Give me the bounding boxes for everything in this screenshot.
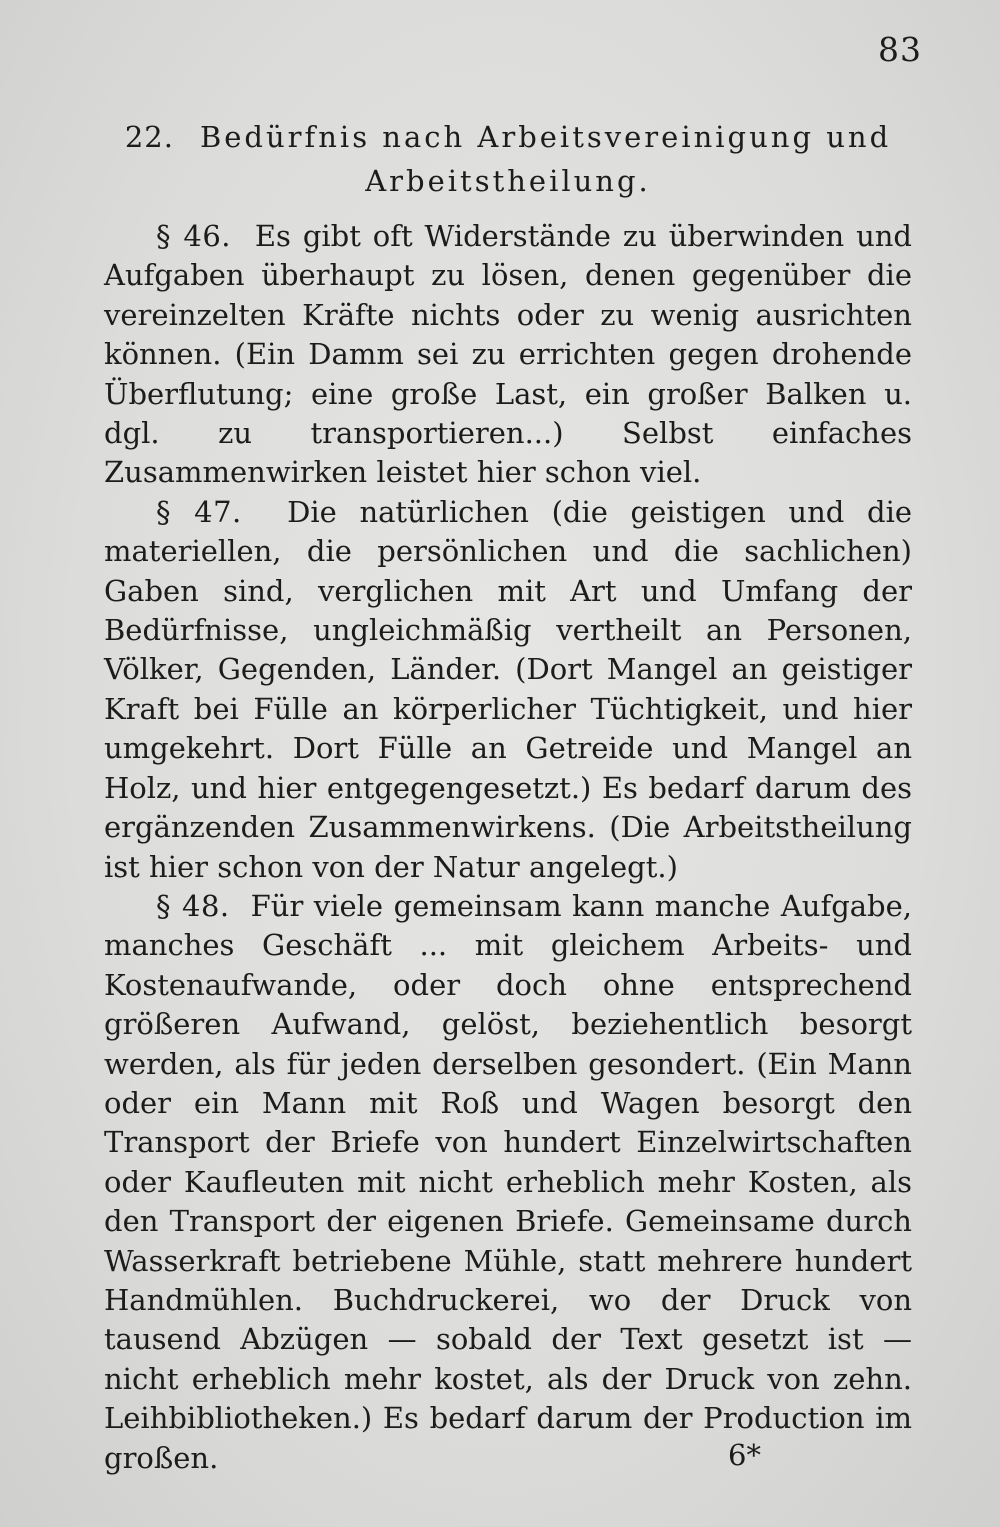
chapter-title-line-2: Arbeitstheilung.	[365, 164, 651, 198]
chapter-number: 22.	[124, 120, 174, 154]
paragraph-text: Die natürlichen (die geistigen und die materiellen, die persönlichen und die sachlichen) Gaben sind, verglichen mit Art und Umfang der Bedürfnisse, ungleichmäßig vertheilt an Personen, Völker, Gegenden, Länder. (Dort Mangel an geistiger Kraft bei Fülle an körperlicher Tüchtigkeit, und hier umgekehrt. Dort Fülle an Getreide und Mangel an Holz, und hier entgegengesetzt.) Es bedarf darum des ergänzenden Zusammenwirkens. (Die Arbeitstheilung ist hier schon von der Natur angelegt.)	[104, 494, 913, 884]
page-content	[104, 115, 912, 1478]
section-number: § 46.	[156, 219, 232, 253]
chapter-heading	[104, 115, 912, 203]
section-number: § 48.	[156, 888, 230, 923]
paragraph-text: Für viele gemeinsam kann manche Aufgabe, manches Geschäft ... mit gleichem Arbeits- und Kostenaufwande, oder doch ohne entsprechend größeren Aufwand, gelöst, beziehentlich besorgt werden, als für jeden derselben gesondert. (Ein Mann oder ein Mann mit Roß und Wagen besorgt den Transport der Briefe von hundert Einzelwirtschaften oder Kaufleuten mit nicht erheblich mehr Kosten, als den Transport der eigenen Briefe. Gemeinsame durch Wasserkraft betriebene Mühle, statt mehrere hundert Handmühlen. Buchdruckerei, wo der Druck von tausend Abzügen — sobald der Text gesetzt ist — nicht erheblich mehr kostet, als der Druck von zehn. Leihbibliotheken.) Es bedarf darum der Production im großen.	[104, 888, 913, 1475]
chapter-title-line-1: Bedürfnis nach Arbeitsvereinigung und	[199, 120, 892, 154]
paragraph-section-48	[104, 887, 912, 1478]
paragraph-section-46	[104, 217, 912, 493]
paragraph-text: Es gibt oft Widerstände zu überwinden und Aufgaben überhaupt zu lösen, denen gegenüber die vereinzelten Kräfte nichts oder zu wenig ausrichten können. (Ein Damm sei zu errichten gegen drohende Überflutung; eine große Last, ein großer Balken u. dgl. zu transportieren...) Selbst einfaches Zusammenwirken leistet hier schon viel.	[104, 219, 912, 490]
page-number: 83	[878, 30, 922, 69]
signature-mark: 6*	[728, 1438, 761, 1472]
section-number: § 47.	[156, 494, 242, 529]
paragraph-section-47	[104, 493, 912, 887]
